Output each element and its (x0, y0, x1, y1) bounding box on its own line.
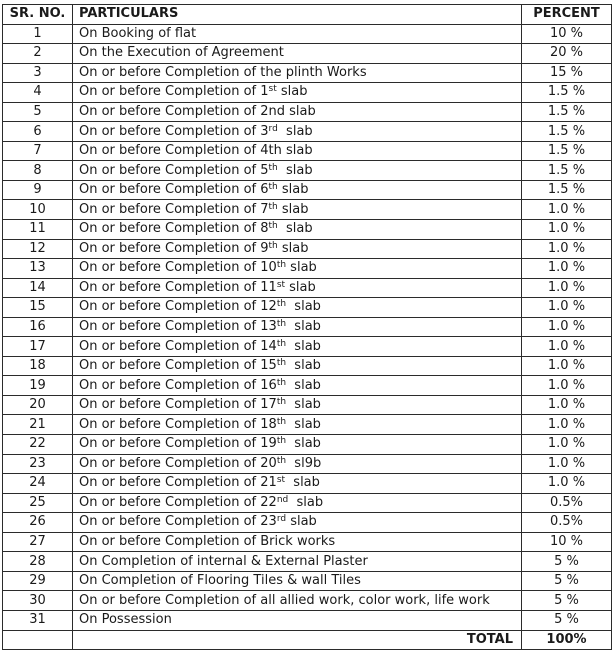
table-row (3, 513, 612, 533)
table-row (3, 24, 612, 44)
particulars-cell (73, 102, 522, 122)
header-sr-no: SR. NO. (3, 5, 73, 25)
particulars-text: On or before Completion of 10 (79, 260, 277, 276)
sr-no-cell: 28 (3, 552, 73, 572)
sr-no-cell: 27 (3, 532, 73, 552)
particulars-suffix-text: slab (286, 514, 317, 530)
particulars-cell (73, 239, 522, 259)
percent-cell: 5 % (522, 591, 612, 611)
particulars-text: On or before Completion of 15 (79, 358, 277, 374)
payment-schedule-table (2, 4, 612, 650)
particulars-cell (73, 513, 522, 533)
sr-no-cell: 4 (3, 83, 73, 103)
sr-no-cell: 31 (3, 610, 73, 630)
percent-cell: 5 % (522, 571, 612, 591)
particulars-text: On or before Completion of 6 (79, 182, 269, 198)
particulars-suffix-text: slab (277, 240, 309, 256)
particulars-suffix-text: slab (286, 397, 321, 413)
percent-cell: 1.0 % (522, 239, 612, 259)
particulars-suffix-text: slab (276, 84, 308, 100)
particulars-suffix-text: slab (286, 436, 321, 452)
particulars-cell (73, 63, 522, 83)
header-percent: PERCENT (522, 5, 612, 25)
total-label: TOTAL (73, 630, 522, 650)
sr-no-cell: 9 (3, 180, 73, 200)
particulars-cell (73, 141, 522, 161)
particulars-text: On or before Completion of 19 (79, 436, 277, 452)
particulars-text: On or before Completion of 16 (79, 377, 277, 393)
particulars-suffix-text: slab (286, 416, 321, 432)
table-row (3, 161, 612, 181)
particulars-text: On or before Completion of 7 (79, 201, 269, 217)
particulars-cell (73, 474, 522, 494)
percent-cell: 1.0 % (522, 435, 612, 455)
particulars-cell (73, 180, 522, 200)
table-row (3, 532, 612, 552)
particulars-suffix-text: slab (286, 260, 317, 276)
sr-no-cell: 12 (3, 239, 73, 259)
particulars-suffix-text: slab (277, 201, 309, 217)
sr-no-cell: 17 (3, 337, 73, 357)
percent-cell: 1.0 % (522, 415, 612, 435)
particulars-text: On Possession (79, 612, 172, 628)
particulars-suffix-text: slab (285, 475, 320, 491)
particulars-suffix-text: slab (285, 279, 316, 295)
total-empty-cell (3, 630, 73, 650)
header-row (3, 5, 612, 25)
ordinal-suffix: nd (276, 494, 289, 505)
ordinal-suffix: th (268, 182, 278, 193)
particulars-cell (73, 493, 522, 513)
table-row (3, 122, 612, 142)
ordinal-suffix: th (276, 377, 287, 388)
sr-no-cell: 5 (3, 102, 73, 122)
sr-no-cell: 14 (3, 278, 73, 298)
table-row (3, 415, 612, 435)
table-row (3, 493, 612, 513)
ordinal-suffix: st (276, 475, 286, 486)
sr-no-cell: 23 (3, 454, 73, 474)
percent-cell: 1.5 % (522, 141, 612, 161)
sr-no-cell: 1 (3, 24, 73, 44)
particulars-cell (73, 161, 522, 181)
particulars-text: On or before Completion of 14 (79, 338, 277, 354)
particulars-suffix-text: slab (286, 299, 321, 315)
sr-no-cell: 25 (3, 493, 73, 513)
table-row (3, 259, 612, 279)
ordinal-suffix: th (276, 319, 287, 330)
table-row (3, 552, 612, 572)
particulars-suffix-text: slab (277, 123, 313, 139)
table-row (3, 200, 612, 220)
particulars-suffix-text: slab (277, 162, 313, 178)
ordinal-suffix: th (276, 260, 287, 271)
ordinal-suffix: th (276, 338, 287, 349)
particulars-text: On or before Completion of 3 (79, 123, 269, 139)
particulars-text: On or before Completion of 4th slab (79, 143, 313, 159)
particulars-text: On or before Completion of 13 (79, 319, 277, 335)
table-row (3, 337, 612, 357)
percent-cell: 1.0 % (522, 376, 612, 396)
particulars-text: On or before Completion of 21 (79, 475, 277, 491)
sr-no-cell: 29 (3, 571, 73, 591)
particulars-text: On or before Completion of 9 (79, 240, 269, 256)
table-row (3, 298, 612, 318)
table-row (3, 317, 612, 337)
sr-no-cell: 10 (3, 200, 73, 220)
particulars-text: On Booking of flat (79, 25, 197, 41)
particulars-suffix-text: slab (286, 377, 321, 393)
table-row (3, 220, 612, 240)
ordinal-suffix: th (276, 358, 287, 369)
sr-no-cell: 24 (3, 474, 73, 494)
sr-no-cell: 16 (3, 317, 73, 337)
particulars-suffix-text: slab (277, 182, 309, 198)
sr-no-cell: 6 (3, 122, 73, 142)
particulars-cell (73, 278, 522, 298)
percent-cell: 1.5 % (522, 161, 612, 181)
particulars-cell (73, 435, 522, 455)
percent-cell: 1.0 % (522, 259, 612, 279)
sr-no-cell: 18 (3, 356, 73, 376)
percent-cell: 0.5% (522, 493, 612, 513)
percent-cell: 1.0 % (522, 298, 612, 318)
table-row (3, 474, 612, 494)
table-row (3, 278, 612, 298)
particulars-cell (73, 83, 522, 103)
table-row (3, 102, 612, 122)
particulars-text: On or before Completion of 22 (79, 494, 277, 510)
particulars-cell (73, 591, 522, 611)
table-row (3, 239, 612, 259)
particulars-text: On or before Completion of 5 (79, 162, 269, 178)
sr-no-cell: 11 (3, 220, 73, 240)
sr-no-cell: 26 (3, 513, 73, 533)
percent-cell: 1.5 % (522, 102, 612, 122)
percent-cell: 1.0 % (522, 317, 612, 337)
table-row (3, 571, 612, 591)
particulars-suffix-text: slab (286, 338, 321, 354)
percent-cell: 15 % (522, 63, 612, 83)
table-row (3, 395, 612, 415)
table-row (3, 63, 612, 83)
percent-cell: 1.0 % (522, 278, 612, 298)
table-row (3, 610, 612, 630)
particulars-text: On or before Completion of 12 (79, 299, 277, 315)
particulars-text: On or before Completion of 11 (79, 279, 277, 295)
ordinal-suffix: th (276, 455, 287, 466)
percent-cell: 1.0 % (522, 474, 612, 494)
ordinal-suffix: th (268, 240, 278, 251)
percent-cell: 1.0 % (522, 356, 612, 376)
table-row (3, 83, 612, 103)
percent-cell: 1.0 % (522, 454, 612, 474)
particulars-text: On or before Completion of 20 (79, 455, 277, 471)
particulars-cell (73, 337, 522, 357)
sr-no-cell: 21 (3, 415, 73, 435)
particulars-cell (73, 415, 522, 435)
header-particulars: PARTICULARS (73, 5, 522, 25)
sr-no-cell: 13 (3, 259, 73, 279)
sr-no-cell: 8 (3, 161, 73, 181)
sr-no-cell: 15 (3, 298, 73, 318)
particulars-text: On or before Completion of 23 (79, 514, 277, 530)
ordinal-suffix: rd (268, 123, 278, 134)
particulars-text: On Completion of Flooring Tiles & wall Tiles (79, 573, 361, 589)
particulars-suffix-text: slab (286, 319, 321, 335)
particulars-text: On or before Completion of 1 (79, 84, 269, 100)
percent-cell: 1.0 % (522, 395, 612, 415)
particulars-cell (73, 122, 522, 142)
table-row (3, 435, 612, 455)
ordinal-suffix: st (268, 84, 277, 95)
ordinal-suffix: th (276, 299, 287, 310)
percent-cell: 1.0 % (522, 200, 612, 220)
sr-no-cell: 7 (3, 141, 73, 161)
sr-no-cell: 20 (3, 395, 73, 415)
particulars-text: On or before Completion of the plinth Works (79, 64, 367, 80)
particulars-cell (73, 356, 522, 376)
table-row (3, 591, 612, 611)
particulars-cell (73, 610, 522, 630)
ordinal-suffix: th (276, 416, 287, 427)
particulars-text: On the Execution of Agreement (79, 45, 284, 61)
table-body (3, 24, 612, 630)
particulars-cell (73, 532, 522, 552)
percent-cell: 1.5 % (522, 180, 612, 200)
particulars-cell (73, 259, 522, 279)
table-row (3, 141, 612, 161)
sr-no-cell: 19 (3, 376, 73, 396)
particulars-text: On Completion of internal & External Plaster (79, 553, 368, 569)
particulars-text: On or before Completion of Brick works (79, 534, 336, 550)
ordinal-suffix: th (276, 436, 287, 447)
percent-cell: 1.5 % (522, 83, 612, 103)
table-row (3, 376, 612, 396)
table-row (3, 44, 612, 64)
sr-no-cell: 22 (3, 435, 73, 455)
particulars-cell (73, 220, 522, 240)
sr-no-cell: 2 (3, 44, 73, 64)
table-row (3, 356, 612, 376)
particulars-cell (73, 552, 522, 572)
total-value: 100% (522, 630, 612, 650)
percent-cell: 1.0 % (522, 337, 612, 357)
percent-cell: 1.5 % (522, 122, 612, 142)
percent-cell: 10 % (522, 532, 612, 552)
percent-cell: 20 % (522, 44, 612, 64)
ordinal-suffix: th (268, 162, 278, 173)
ordinal-suffix: th (276, 397, 287, 408)
particulars-cell (73, 454, 522, 474)
percent-cell: 0.5% (522, 513, 612, 533)
table-row (3, 180, 612, 200)
particulars-cell (73, 200, 522, 220)
ordinal-suffix: th (268, 201, 278, 212)
particulars-suffix-text: slab (277, 221, 313, 237)
particulars-text: On or before Completion of 18 (79, 416, 277, 432)
total-row (3, 630, 612, 650)
sr-no-cell: 30 (3, 591, 73, 611)
table-row (3, 454, 612, 474)
ordinal-suffix: th (268, 221, 278, 232)
particulars-text: On or before Completion of 2nd slab (79, 104, 316, 119)
ordinal-suffix: st (276, 279, 286, 290)
percent-cell: 5 % (522, 610, 612, 630)
particulars-cell (73, 24, 522, 44)
particulars-suffix-text: sl9b (286, 455, 322, 471)
percent-cell: 10 % (522, 24, 612, 44)
ordinal-suffix: rd (276, 514, 287, 525)
particulars-cell (73, 44, 522, 64)
particulars-cell (73, 376, 522, 396)
particulars-text: On or before Completion of 8 (79, 221, 269, 237)
particulars-text: On or before Completion of all allied work, color work, life work (79, 592, 490, 608)
particulars-suffix-text: slab (286, 358, 321, 374)
particulars-text: On or before Completion of 17 (79, 397, 277, 413)
particulars-cell (73, 571, 522, 591)
particulars-cell (73, 395, 522, 415)
percent-cell: 5 % (522, 552, 612, 572)
sr-no-cell: 3 (3, 63, 73, 83)
particulars-cell (73, 317, 522, 337)
particulars-cell (73, 298, 522, 318)
percent-cell: 1.0 % (522, 220, 612, 240)
particulars-suffix-text: slab (288, 494, 324, 510)
